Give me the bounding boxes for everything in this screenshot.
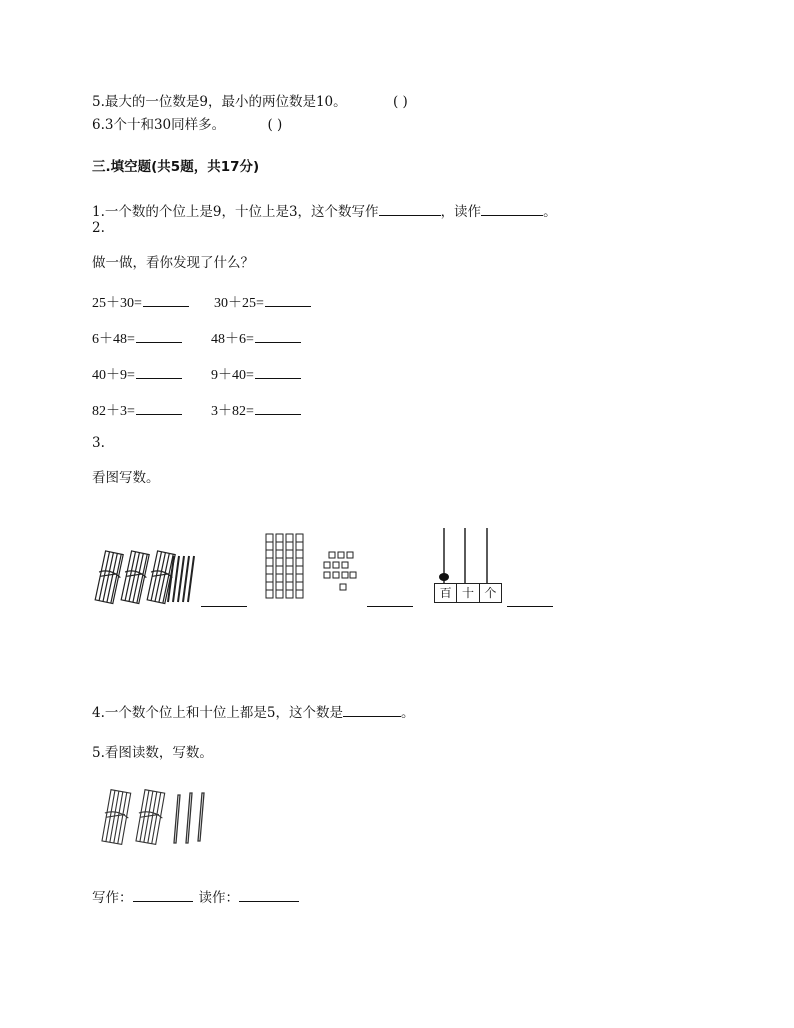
stick-bundles-figure-1 <box>94 548 194 606</box>
q4-text-a: 4.一个数个位上和十位上都是5，这个数是 <box>92 705 343 721</box>
q5-answer-row <box>92 887 299 907</box>
answer-blank-figure-1[interactable] <box>201 606 247 607</box>
equation-blank[interactable] <box>143 292 189 307</box>
equation-right-2: 48＋6= <box>211 328 301 349</box>
abacus-label-ones: 个 <box>484 586 497 600</box>
equation-left-4: 82＋3= <box>92 400 182 421</box>
equation-right-1: 30＋25= <box>214 292 311 313</box>
q2-prompt: 做一做，看你发现了什么？ <box>92 255 254 271</box>
q1-text-c: 。 <box>543 204 557 220</box>
equation-right-4: 3＋82= <box>211 400 301 421</box>
q2-number: 2. <box>92 220 105 236</box>
judge-q5-text: 5.最大的一位数是9，最小的两位数是10。 <box>92 94 347 110</box>
fill-q1 <box>92 201 557 221</box>
equation-left-1: 25＋30= <box>92 292 189 313</box>
equation-blank[interactable] <box>136 328 182 343</box>
q1-blank-write[interactable] <box>379 201 441 216</box>
equation-blank[interactable] <box>265 292 311 307</box>
fill-q4 <box>92 702 414 722</box>
q1-text-a: 1.一个数的个位上是9，十位上是3，这个数写作 <box>92 204 379 220</box>
stick-bundles-figure-q5 <box>98 787 210 849</box>
judge-q6-text: 6.3个十和30同样多。 <box>92 117 226 133</box>
equation-blank[interactable] <box>255 364 301 379</box>
equation-right-3: 9＋40= <box>211 364 301 385</box>
place-value-blocks-figure-2 <box>264 532 356 600</box>
equation-blank[interactable] <box>136 400 182 415</box>
abacus-label-tens: 十 <box>457 584 479 602</box>
q3-prompt: 看图写数。 <box>92 470 160 486</box>
q3-number: 3. <box>92 435 105 451</box>
abacus-rods <box>434 526 500 584</box>
q1-blank-read[interactable] <box>481 201 543 216</box>
answer-paren[interactable]: ( ) <box>267 117 283 133</box>
judge-q5 <box>92 93 408 111</box>
answer-blank-figure-3[interactable] <box>507 606 553 607</box>
read-blank[interactable] <box>239 887 299 902</box>
answer-paren[interactable]: ( ) <box>392 94 408 110</box>
write-label: 写作： <box>92 890 133 906</box>
abacus-bead <box>439 573 449 581</box>
q1-text-b: ，读作 <box>440 204 482 220</box>
abacus-label-box <box>434 583 502 603</box>
q5-prompt: 5.看图读数，写数。 <box>92 745 213 761</box>
section-title: 三.填空题(共5题，共17分) <box>92 159 260 175</box>
equation-left-3: 40＋9= <box>92 364 182 385</box>
answer-blank-figure-2[interactable] <box>367 606 413 607</box>
q4-text-b: 。 <box>400 705 415 721</box>
equation-left-2: 6＋48= <box>92 328 182 349</box>
write-blank[interactable] <box>133 887 193 902</box>
equation-blank[interactable] <box>255 328 301 343</box>
abacus-label-hundreds: 百 <box>435 584 457 602</box>
equation-blank[interactable] <box>136 364 182 379</box>
read-label: 读作： <box>198 890 239 906</box>
equation-blank[interactable] <box>255 400 301 415</box>
judge-q6 <box>92 116 282 134</box>
q4-blank[interactable] <box>343 702 401 717</box>
